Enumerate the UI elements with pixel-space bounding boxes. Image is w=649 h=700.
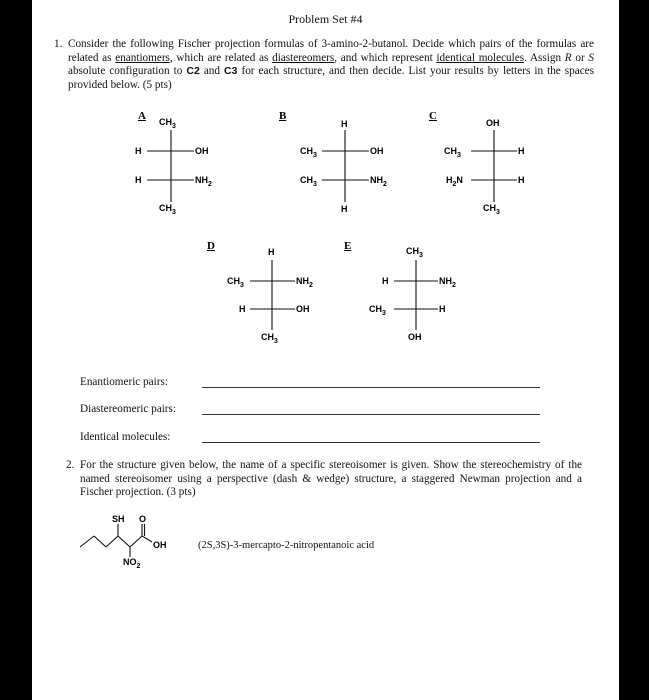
skeletal-o-label: O — [139, 514, 147, 524]
identical-molecules-answer-line[interactable] — [202, 442, 540, 443]
identical-molecules-label: Identical molecules: — [80, 431, 171, 443]
worksheet-page — [32, 0, 619, 700]
question-2 — [66, 459, 582, 500]
structure-b-r1-right: OH — [370, 146, 384, 156]
structure-c-label: C — [429, 110, 437, 122]
structure-c-r1-right: H — [518, 146, 525, 156]
structure-e-r2-left: $CH_3$ — [369, 304, 386, 317]
structure-c-r2-left: $H_2N$ — [446, 175, 463, 188]
skeletal-sh-label: SH — [112, 514, 125, 524]
compound-name: (2S,3S)-3-mercapto-2-nitropentanoic acid — [198, 540, 375, 551]
structure-d-r2-right: OH — [296, 304, 310, 314]
structure-b-label: B — [279, 110, 287, 122]
structure-c-r2-right: H — [518, 175, 525, 185]
structure-a-r2-right: $NH_2$ — [195, 175, 212, 188]
structure-c-bottom: $CH_3$ — [483, 203, 500, 216]
structure-b-r1-left: $CH_3$ — [300, 146, 317, 159]
diastereomeric-pairs-label: Diastereomeric pairs: — [80, 403, 176, 415]
page-title: Problem Set #4 — [288, 12, 363, 26]
structure-e-bottom: OH — [408, 332, 422, 342]
question-1-text: Consider the following Fischer projection formulas of 3-amino-2-butanol. Decide which pairs of the formulas are related as enantiomers, which are related as diastereomers, and which represent identical molecules. Assign R or S absolute configuration to C2 and C3 for each structure, and then decide. List your results by letters in the spaces provided below. (5 pts) — [68, 38, 594, 91]
structure-a-r1-right: OH — [195, 146, 209, 156]
question-1-number: 1. — [54, 38, 63, 50]
enantiomeric-pairs-label: Enantiomeric pairs: — [80, 376, 168, 388]
structure-b-bottom: H — [341, 204, 348, 214]
structure-d-label: D — [207, 240, 215, 252]
structure-c-top: OH — [486, 118, 500, 128]
skeletal-no2-label: $NO_2$ — [123, 557, 141, 570]
structure-a-r2-left: H — [135, 175, 142, 185]
structure-b-r2-left: $CH_3$ — [300, 175, 317, 188]
structure-e-top: $CH_3$ — [406, 246, 423, 259]
structure-e-r2-right: H — [439, 304, 446, 314]
structure-e-r1-left: H — [382, 276, 389, 286]
question-2-number: 2. — [66, 459, 75, 471]
structure-c-r1-left: $CH_3$ — [444, 146, 461, 159]
structure-b-top: H — [341, 119, 348, 129]
structure-a-top: $CH_3$ — [159, 117, 176, 130]
structure-a-bottom: $CH_3$ — [159, 203, 176, 216]
structure-d-top: H — [268, 247, 275, 257]
structure-d-bottom: $CH_3$ — [261, 332, 278, 345]
fischer-projections — [32, 0, 619, 360]
structure-b-r2-right: $NH_2$ — [370, 175, 387, 188]
structure-a-label: A — [138, 110, 146, 122]
enantiomeric-pairs-answer-line[interactable] — [202, 387, 540, 388]
fischer-lines — [32, 0, 619, 360]
structure-a-r1-left: H — [135, 146, 142, 156]
skeletal-oh-label: OH — [153, 540, 167, 550]
diastereomeric-pairs-answer-line[interactable] — [202, 414, 540, 415]
structure-d-r2-left: H — [239, 304, 246, 314]
structure-e-label: E — [344, 240, 352, 252]
structure-d-r1-right: $NH_2$ — [296, 276, 313, 289]
structure-d-r1-left: $CH_3$ — [227, 276, 244, 289]
question-2-text: For the structure given below, the name of a specific stereoisomer is given. Show the stereochemistry of the named stereoisomer using a perspective (dash & wedge) structure, a staggered Newman projection and a Fischer projection. (3 pts) — [80, 459, 582, 499]
structure-e-r1-right: $NH_2$ — [439, 276, 456, 289]
